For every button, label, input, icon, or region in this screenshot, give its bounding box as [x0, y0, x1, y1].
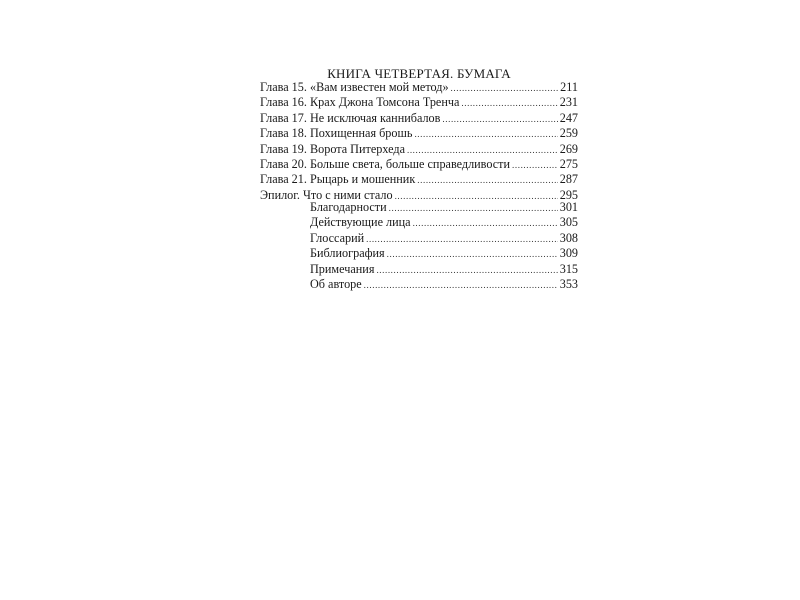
chapter-number: Глава 19.: [260, 141, 307, 156]
chapter-title: Больше света, больше справедливости: [310, 156, 511, 171]
dot-leader: [451, 81, 559, 96]
dot-leader: [389, 201, 558, 216]
dot-leader: [417, 173, 557, 188]
page-number: 231: [559, 95, 578, 110]
toc-entry: [260, 126, 578, 141]
page-number: 305: [559, 215, 578, 230]
section-title: Глоссарий: [310, 230, 365, 245]
section-title: Благодарности: [310, 200, 387, 214]
section-title: Действующие лица: [310, 215, 411, 230]
page-number: 315: [559, 261, 578, 276]
dot-leader: [414, 127, 557, 142]
chapter-number: Глава 20.: [260, 156, 307, 171]
page-number: 247: [559, 110, 578, 125]
page-number: 353: [559, 276, 578, 291]
chapter-title: Ворота Питерхеда: [310, 141, 405, 156]
chapter-number: Глава 17.: [260, 110, 307, 125]
toc-entry: [260, 80, 578, 95]
chapter-title: «Вам известен мой метод»: [310, 80, 449, 94]
dot-leader: [413, 216, 558, 231]
toc-entry: [260, 172, 578, 187]
chapter-list: [260, 80, 578, 203]
section-title: Библиография: [310, 246, 385, 261]
dot-leader: [461, 96, 557, 111]
toc-entry: [310, 231, 578, 246]
toc-entry: [260, 111, 578, 126]
chapter-number: Глава 21.: [260, 172, 307, 187]
chapter-title: Похищенная брошь: [310, 126, 413, 141]
dot-leader: [364, 278, 558, 293]
page-number: 301: [559, 200, 578, 214]
chapter-title: Не исключая каннибалов: [310, 110, 441, 125]
section-title: Об авторе: [310, 276, 362, 291]
section-title: Примечания: [310, 261, 375, 276]
chapter-number: Глава 15.: [260, 80, 307, 94]
toc-entry: [310, 262, 578, 277]
toc-entry: [310, 246, 578, 261]
toc-entry: [260, 142, 578, 157]
dot-leader: [387, 247, 558, 262]
dot-leader: [366, 232, 558, 247]
page-number: 275: [559, 156, 578, 171]
page-number: 269: [559, 141, 578, 156]
dot-leader: [407, 143, 558, 158]
toc-entry: [310, 277, 578, 292]
toc-entry: [260, 157, 578, 172]
page-number: 308: [559, 230, 578, 245]
book-heading: КНИГА ЧЕТВЕРТАЯ. БУМАГА: [327, 66, 511, 81]
toc-entry: [310, 215, 578, 230]
page-number: 287: [559, 172, 578, 187]
dot-leader: [512, 158, 558, 173]
toc-entry: [260, 95, 578, 110]
dot-leader: [376, 263, 557, 278]
page-number: 309: [559, 246, 578, 261]
epilogue-title: Эпилог. Что с ними стало: [260, 187, 393, 202]
page-number: 259: [559, 126, 578, 141]
chapter-title: Крах Джона Томсона Тренча: [310, 95, 460, 110]
page-number: 211: [560, 80, 578, 94]
toc-entry: [310, 200, 578, 215]
chapter-title: Рыцарь и мошенник: [310, 172, 416, 187]
chapter-number: Глава 16.: [260, 95, 307, 110]
dot-leader: [442, 112, 557, 127]
page-number: 295: [559, 187, 578, 202]
chapter-number: Глава 18.: [260, 126, 307, 141]
back-matter-list: [310, 200, 578, 292]
